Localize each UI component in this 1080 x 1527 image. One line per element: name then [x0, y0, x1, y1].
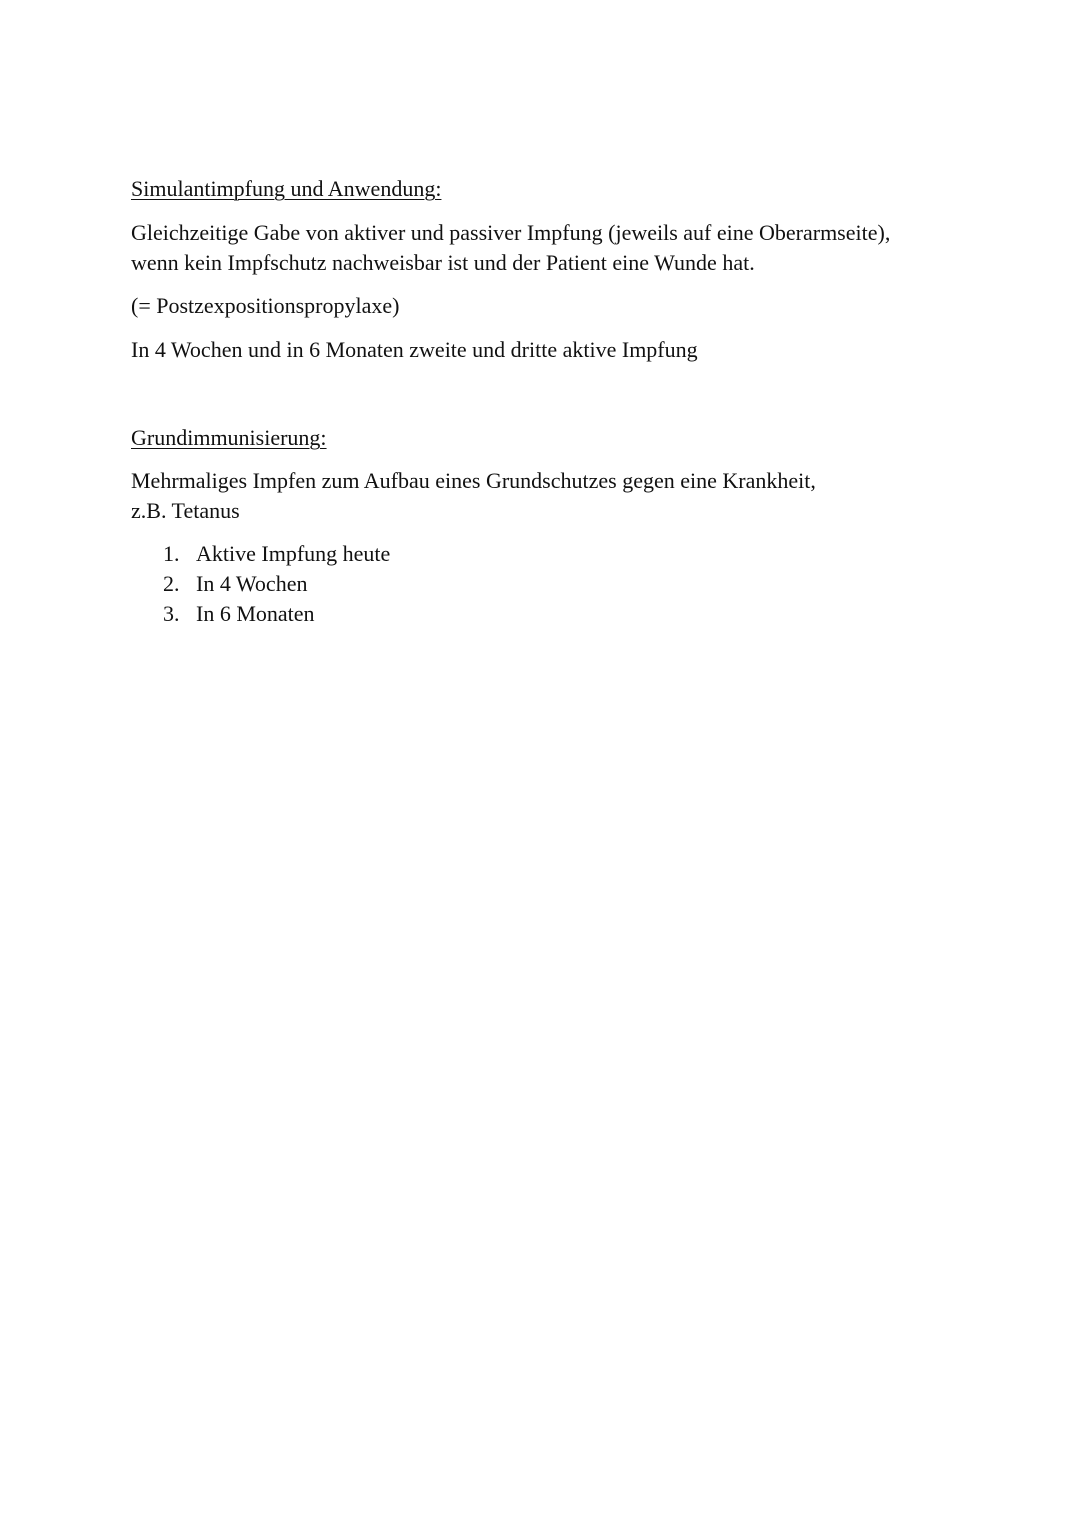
- paragraph-line: z.B. Tetanus: [131, 498, 240, 523]
- paragraph-postexposition: (= Postzexpositionspropylaxe): [131, 293, 400, 318]
- paragraph-line: Mehrmaliges Impfen zum Aufbau eines Grundschutzes gegen eine Krankheit,: [131, 468, 816, 493]
- paragraph-line: Gleichzeitige Gabe von aktiver und passiver Impfung (jeweils auf eine Oberarmseite),: [131, 220, 891, 245]
- list-item-number: 3.: [163, 601, 180, 626]
- paragraph-simulantimpfung-definition: [131, 218, 890, 278]
- paragraph-grundimmunisierung-definition: [131, 466, 816, 526]
- paragraph-follow-up-schedule: In 4 Wochen und in 6 Monaten zweite und dritte aktive Impfung: [131, 337, 698, 362]
- list-item-number: 2.: [163, 571, 180, 596]
- list-item-text: Aktive Impfung heute: [196, 541, 391, 566]
- section-heading-grundimmunisierung: Grundimmunisierung:: [131, 425, 327, 450]
- list-item-number: 1.: [163, 541, 180, 566]
- list-item-text: In 4 Wochen: [196, 571, 308, 596]
- section-heading-simulantimpfung: Simulantimpfung und Anwendung:: [131, 176, 442, 201]
- list-item: [163, 539, 390, 569]
- list-item: [163, 599, 390, 629]
- list-item: [163, 569, 390, 599]
- list-item-text: In 6 Monaten: [196, 601, 315, 626]
- paragraph-line: wenn kein Impfschutz nachweisbar ist und der Patient eine Wunde hat.: [131, 250, 755, 275]
- vaccination-schedule-list: [163, 539, 390, 629]
